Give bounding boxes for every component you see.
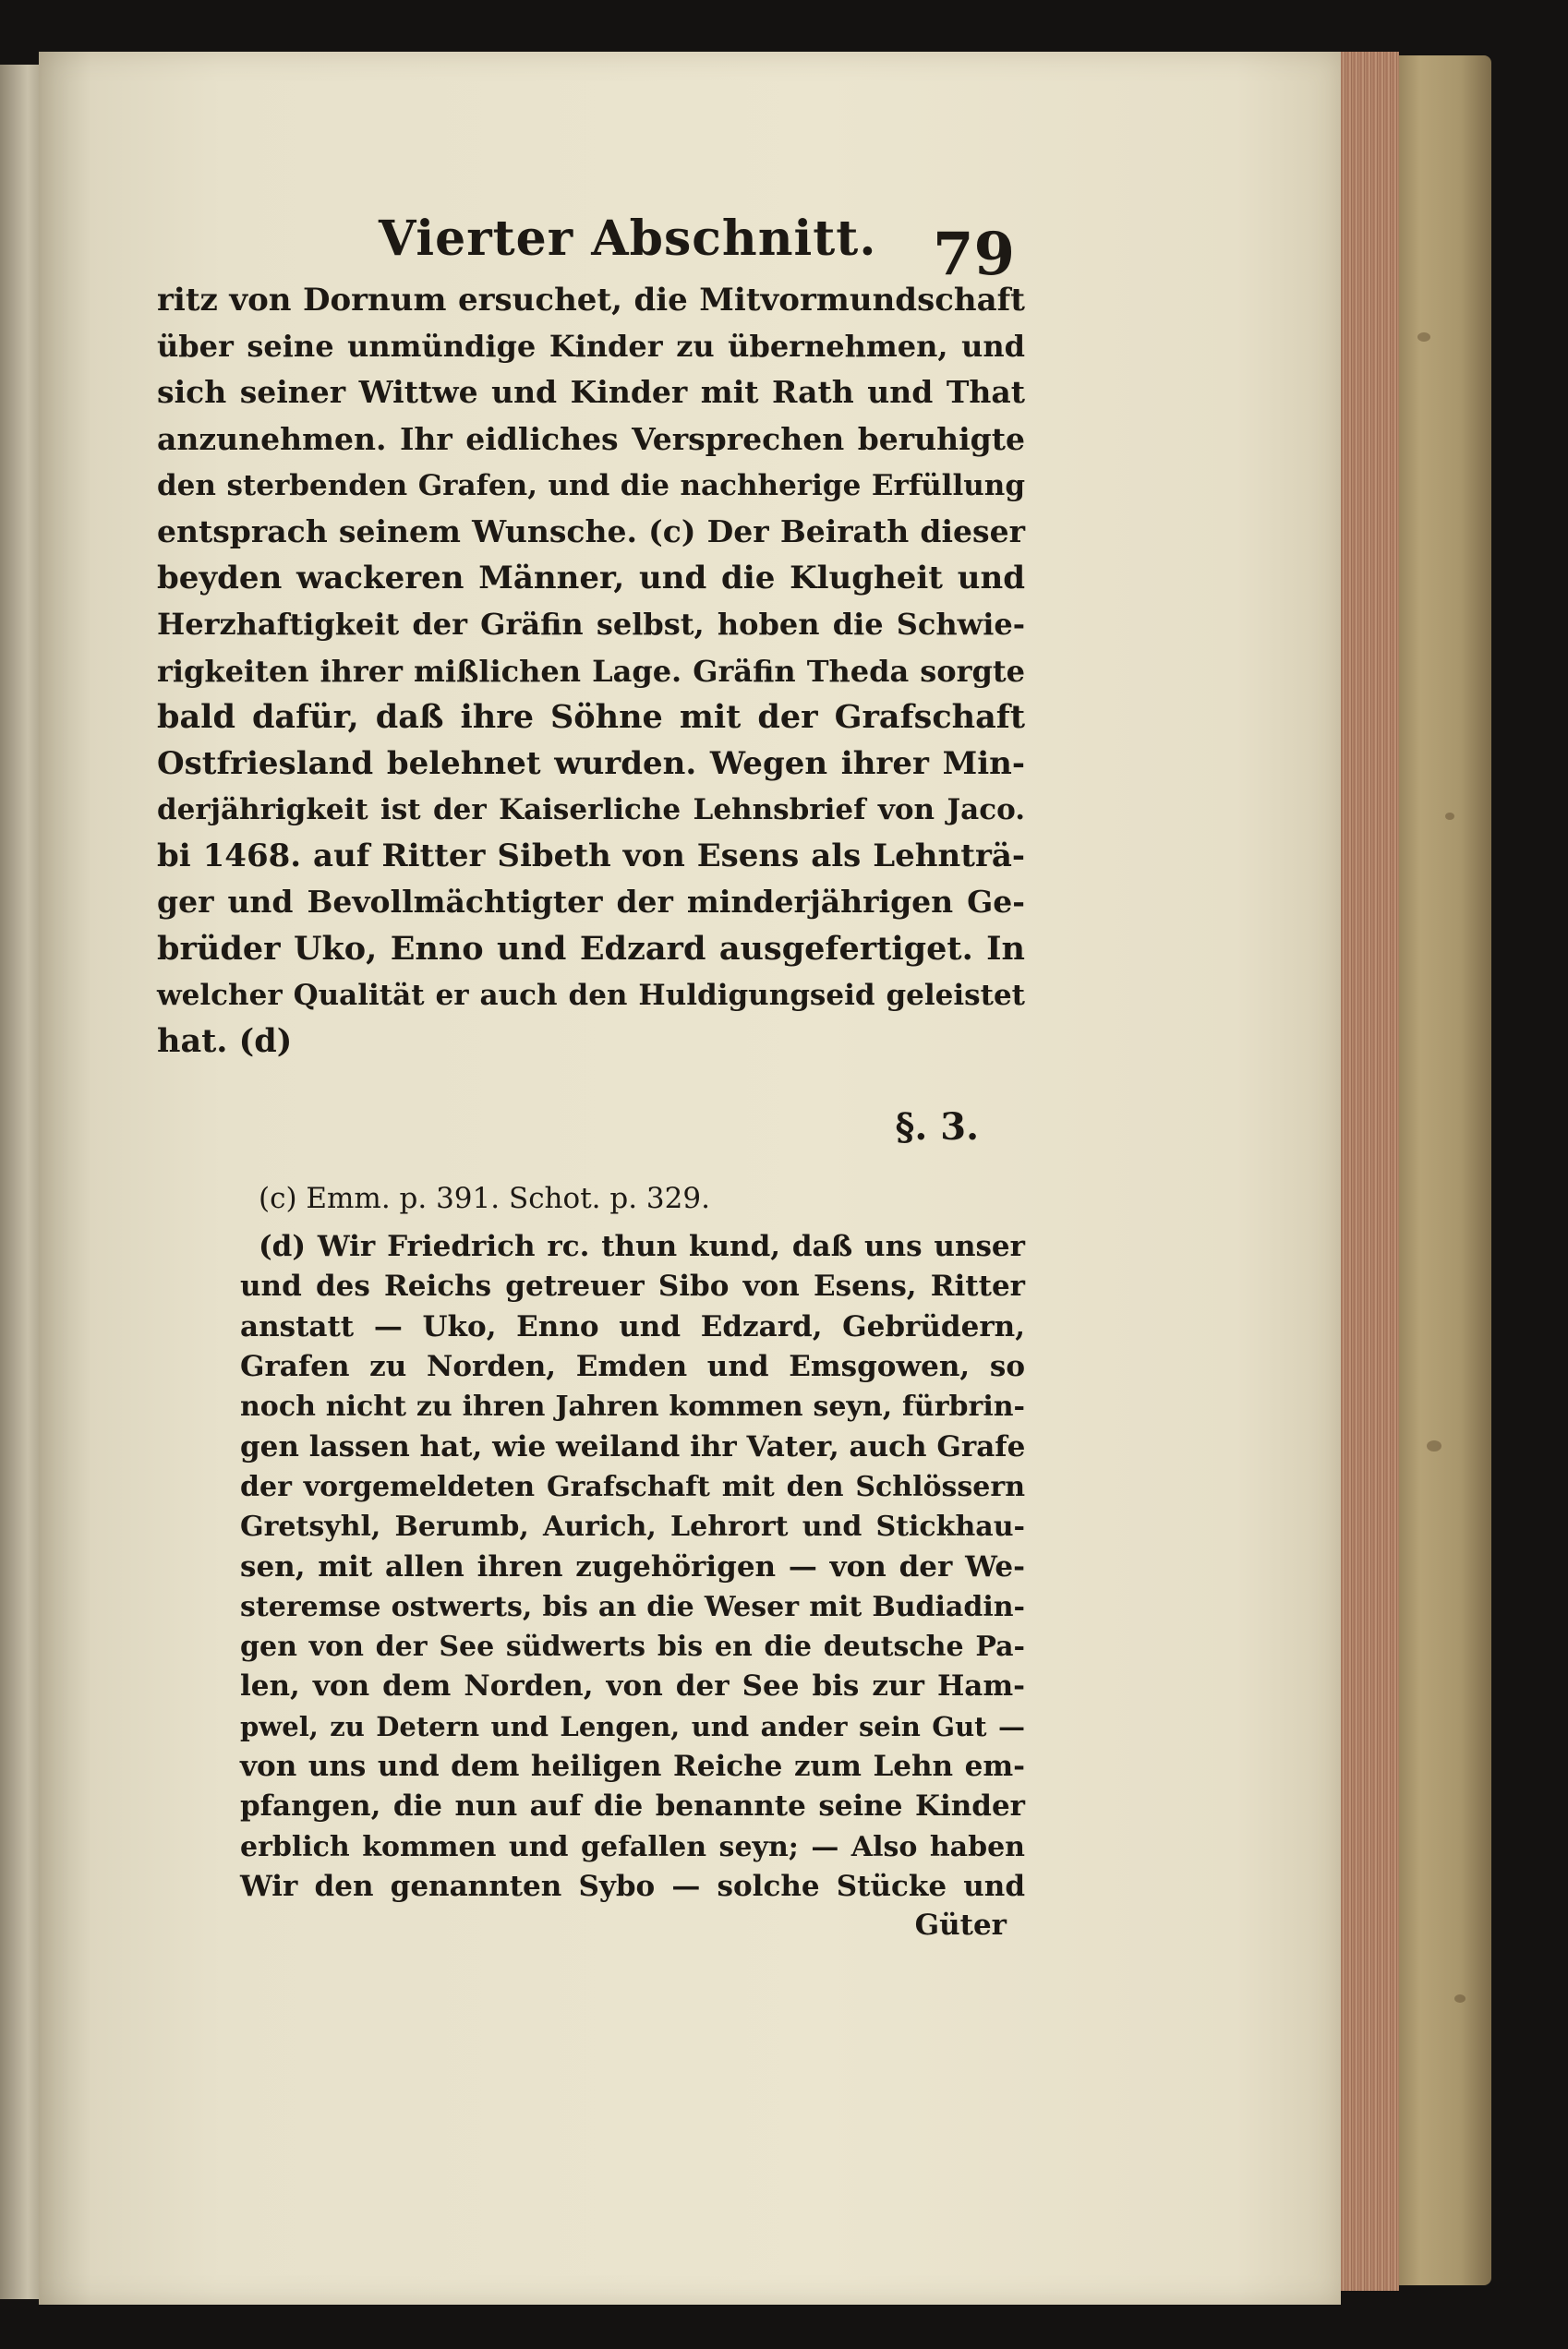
text-line: Ostfriesland belehnet wurden. Wegen ihrer Min- xyxy=(157,744,1025,782)
text-line: beyden wackeren Männer, und die Klugheit und xyxy=(157,560,1025,597)
footnote-line: Gretsyhl, Berumb, Aurich, Lehrort und Stickhau- xyxy=(240,1511,1025,1544)
footnote-line: sen, mit allen ihren zugehörigen — von der We- xyxy=(240,1549,1025,1584)
text-line: derjährigkeit ist der Kaiserliche Lehnsbrief von Jaco. xyxy=(157,793,1025,827)
text-line: Herzhaftigkeit der Gräfin selbst, hoben die Schwie- xyxy=(157,607,1025,643)
section-mark: §. 3. xyxy=(895,1105,979,1150)
footnote-line: gen lassen hat, wie weiland ihr Vater, auch Grafe xyxy=(240,1429,1026,1464)
footnote-line: len, von dem Norden, von der See bis zur Ham- xyxy=(240,1669,1025,1704)
footnote-line: Grafen zu Norden, Emden und Emsgowen, so xyxy=(240,1350,1025,1384)
text-line: entsprach seinem Wunsche. (c) Der Beirath dieser xyxy=(157,512,1025,549)
chapter-title: Vierter Abschnitt. xyxy=(379,211,877,267)
text-line: sich seiner Wittwe und Kinder mit Rath und That xyxy=(157,374,1025,411)
footnote-line: von uns und dem heiligen Reiche zum Lehn em- xyxy=(240,1750,1025,1784)
footnote-d xyxy=(240,1227,1025,1942)
text-line: bald dafür, daß ihre Söhne mit der Grafschaft xyxy=(157,697,1025,736)
footnote-line: noch nicht zu ihren Jahren kommen seyn, fürbrin- xyxy=(240,1391,1025,1424)
footnote-line: der vorgemeldeten Grafschaft mit den Schlössern xyxy=(240,1470,1025,1503)
text-line: bi 1468. auf Ritter Sibeth von Esens als Lehnträ- xyxy=(157,837,1025,875)
book-cover xyxy=(1390,55,1491,2285)
text-line: hat. (d) xyxy=(157,1022,293,1060)
running-head xyxy=(157,194,1025,289)
footnote-c: (c) Emm. p. 391. Schot. p. 329. xyxy=(259,1182,710,1216)
body-paragraph xyxy=(157,277,1025,1065)
catchword: Güter xyxy=(914,1909,1007,1943)
footnote-line: anstatt — Uko, Enno und Edzard, Gebrüdern, xyxy=(240,1309,1025,1343)
footnote-line: erblich kommen und gefallen seyn; — Also haben xyxy=(240,1830,1025,1863)
footnote-line: (d) Wir Friedrich rc. thun kund, daß uns unser xyxy=(259,1230,1025,1264)
footnote-line: und des Reichs getreuer Sibo von Esens, Ritter xyxy=(240,1270,1025,1304)
text-line: ritz von Dornum ersuchet, die Mitvormundschaft xyxy=(157,282,1025,319)
text-line: brüder Uko, Enno und Edzard ausgefertiget. In xyxy=(157,929,1025,968)
footnote-line: gen von der See südwerts bis en die deutsche Pa- xyxy=(240,1631,1025,1664)
footnote-line: pwel, zu Detern und Lengen, und ander sein Gut — xyxy=(240,1710,1025,1742)
text-line: über seine unmündige Kinder zu übernehmen, und xyxy=(157,329,1025,365)
text-line: anzunehmen. Ihr eidliches Versprechen beruhigte xyxy=(157,420,1025,457)
page-text xyxy=(157,194,1025,1942)
page-number: 79 xyxy=(933,220,1016,289)
footnote-line: Wir den genannten Sybo — solche Stücke und xyxy=(240,1869,1025,1903)
footnote-line: pfangen, die nun auf die benannte seine Kinder xyxy=(240,1789,1025,1824)
text-line: welcher Qualität er auch den Huldigungseid geleistet xyxy=(157,978,1025,1012)
text-line: rigkeiten ihrer mißlichen Lage. Gräfin Theda sorgte xyxy=(157,653,1025,689)
footnote-line: steremse ostwerts, bis an die Weser mit Budiadin- xyxy=(240,1590,1025,1623)
text-line: ger und Bevollmächtigter der minderjährigen Ge- xyxy=(157,884,1025,921)
text-line: den sterbenden Grafen, und die nachherige Erfüllung xyxy=(157,468,1025,502)
